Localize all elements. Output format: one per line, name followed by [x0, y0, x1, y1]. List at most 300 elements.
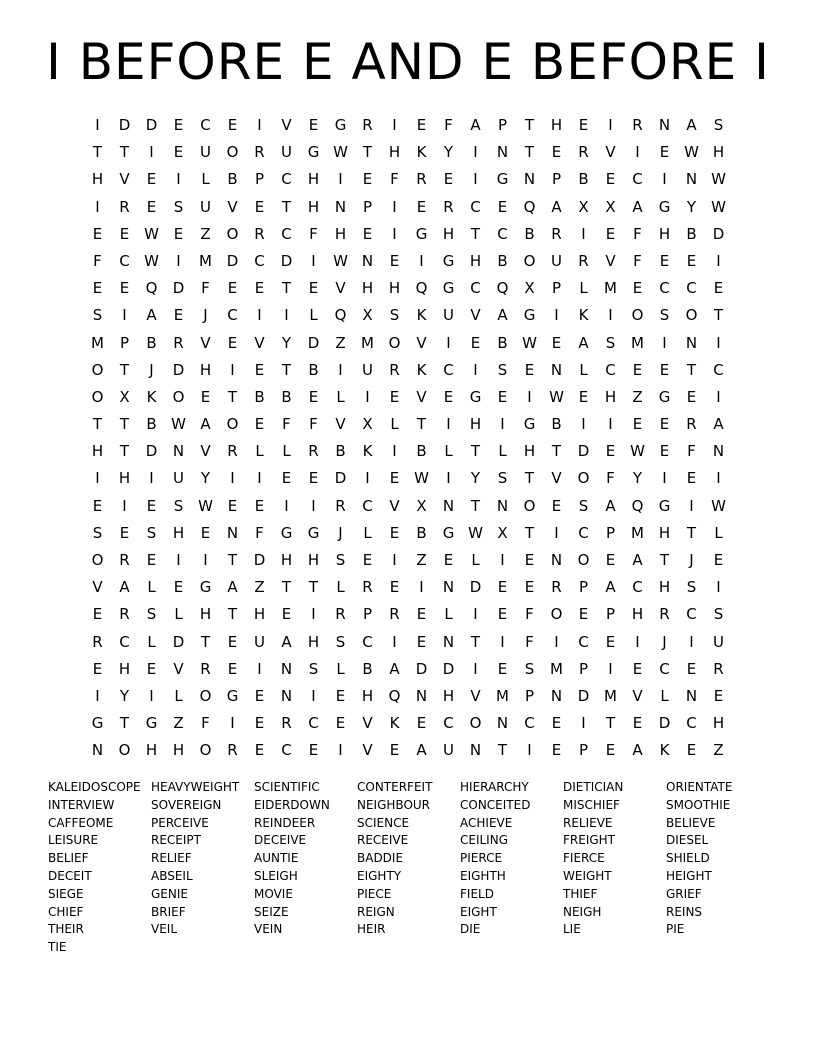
grid-letter[interactable]: I	[311, 605, 316, 624]
grid-letter[interactable]: V	[470, 306, 481, 325]
grid-letter[interactable]: B	[497, 251, 508, 270]
grid-letter[interactable]: S	[173, 197, 184, 216]
grid-letter[interactable]: C	[524, 714, 535, 733]
grid-letter[interactable]: C	[281, 741, 292, 760]
grid-letter[interactable]: E	[254, 360, 265, 379]
grid-letter[interactable]: E	[713, 551, 724, 569]
grid-letter[interactable]: E	[335, 686, 346, 705]
grid-letter[interactable]: J	[689, 551, 694, 569]
grid-letter[interactable]: E	[632, 415, 643, 434]
grid-letter[interactable]: I	[608, 415, 613, 434]
grid-letter[interactable]: E	[227, 116, 238, 134]
grid-letter[interactable]: C	[254, 251, 265, 270]
grid-letter[interactable]: C	[497, 224, 508, 243]
grid-letter[interactable]: D	[145, 442, 158, 461]
grid-letter[interactable]: J	[338, 523, 343, 542]
grid-letter[interactable]: T	[200, 632, 211, 651]
grid-letter[interactable]: C	[470, 197, 481, 216]
grid-letter[interactable]: E	[605, 632, 616, 651]
grid-letter[interactable]: O	[577, 469, 590, 488]
grid-letter[interactable]: I	[716, 387, 721, 406]
grid-letter[interactable]: A	[146, 306, 157, 325]
grid-letter[interactable]: X	[605, 197, 616, 216]
grid-letter[interactable]: E	[551, 741, 562, 760]
grid-letter[interactable]: I	[716, 469, 721, 488]
grid-letter[interactable]: G	[496, 170, 509, 189]
grid-letter[interactable]: O	[550, 605, 563, 624]
grid-letter[interactable]: W	[549, 387, 564, 406]
grid-letter[interactable]: I	[149, 686, 154, 705]
grid-letter[interactable]: U	[173, 469, 184, 488]
grid-letter[interactable]: C	[578, 523, 589, 542]
grid-letter[interactable]: H	[631, 605, 644, 624]
grid-letter[interactable]: Z	[713, 741, 724, 760]
grid-letter[interactable]: X	[578, 197, 589, 216]
grid-letter[interactable]: Q	[334, 306, 347, 325]
grid-letter[interactable]: L	[444, 442, 453, 461]
grid-letter[interactable]: W	[684, 143, 699, 162]
grid-letter[interactable]: I	[257, 306, 262, 325]
grid-letter[interactable]: H	[145, 741, 158, 760]
grid-letter[interactable]: T	[227, 387, 238, 406]
grid-letter[interactable]: S	[578, 496, 589, 515]
grid-letter[interactable]: I	[581, 224, 586, 243]
grid-letter[interactable]: I	[446, 415, 451, 434]
grid-letter[interactable]: E	[362, 551, 373, 569]
grid-letter[interactable]: H	[253, 605, 266, 624]
grid-letter[interactable]: N	[361, 251, 374, 270]
grid-letter[interactable]: E	[497, 387, 508, 406]
grid-letter[interactable]: R	[389, 605, 400, 624]
grid-letter[interactable]: A	[632, 197, 643, 216]
grid-letter[interactable]: S	[389, 306, 400, 325]
grid-letter[interactable]: E	[632, 360, 643, 379]
grid-letter[interactable]: W	[630, 442, 645, 461]
grid-letter[interactable]: X	[362, 306, 373, 325]
grid-letter[interactable]: N	[685, 170, 698, 189]
grid-letter[interactable]: J	[149, 360, 154, 379]
grid-letter[interactable]: R	[92, 632, 103, 651]
grid-letter[interactable]: V	[173, 659, 184, 678]
grid-letter[interactable]: G	[442, 251, 455, 270]
grid-letter[interactable]: I	[392, 224, 397, 243]
grid-letter[interactable]: E	[92, 605, 103, 624]
grid-letter[interactable]: Q	[415, 279, 428, 298]
grid-letter[interactable]: O	[199, 741, 212, 760]
grid-letter[interactable]: V	[254, 333, 265, 352]
grid-letter[interactable]: I	[608, 659, 613, 678]
grid-letter[interactable]: U	[200, 143, 211, 162]
grid-letter[interactable]: I	[554, 632, 559, 651]
grid-letter[interactable]: I	[311, 686, 316, 705]
grid-letter[interactable]: L	[282, 442, 291, 461]
grid-letter[interactable]: J	[662, 632, 667, 651]
grid-letter[interactable]: C	[686, 714, 697, 733]
grid-letter[interactable]: R	[686, 415, 697, 434]
grid-letter[interactable]: P	[578, 741, 589, 760]
grid-letter[interactable]: E	[308, 387, 319, 406]
grid-letter[interactable]: S	[686, 578, 697, 597]
grid-letter[interactable]: R	[254, 224, 265, 243]
grid-letter[interactable]: I	[500, 632, 505, 651]
grid-letter[interactable]: X	[524, 279, 535, 298]
grid-letter[interactable]: G	[658, 197, 671, 216]
grid-letter[interactable]: H	[442, 686, 455, 705]
grid-letter[interactable]: H	[604, 387, 617, 406]
grid-letter[interactable]: I	[662, 333, 667, 352]
grid-letter[interactable]: C	[362, 496, 373, 515]
grid-letter[interactable]: I	[95, 197, 100, 216]
grid-letter[interactable]: C	[281, 224, 292, 243]
grid-letter[interactable]: V	[389, 496, 400, 515]
grid-letter[interactable]: H	[550, 116, 563, 134]
grid-letter[interactable]: A	[119, 578, 130, 597]
grid-letter[interactable]: S	[605, 333, 616, 352]
grid-letter[interactable]: T	[281, 197, 292, 216]
grid-letter[interactable]: G	[145, 714, 158, 733]
grid-letter[interactable]: S	[92, 306, 103, 325]
grid-letter[interactable]: R	[578, 251, 589, 270]
grid-letter[interactable]: I	[716, 333, 721, 352]
grid-letter[interactable]: N	[442, 632, 455, 651]
grid-letter[interactable]: V	[200, 442, 211, 461]
grid-letter[interactable]: Y	[632, 469, 643, 488]
grid-letter[interactable]: H	[199, 360, 212, 379]
grid-letter[interactable]: R	[200, 659, 211, 678]
grid-letter[interactable]: V	[92, 578, 103, 597]
grid-letter[interactable]: Y	[470, 469, 481, 488]
grid-letter[interactable]: N	[91, 741, 104, 760]
grid-letter[interactable]: S	[335, 632, 346, 651]
grid-letter[interactable]: I	[581, 714, 586, 733]
grid-letter[interactable]: H	[307, 170, 320, 189]
grid-letter[interactable]: I	[635, 143, 640, 162]
grid-letter[interactable]: I	[554, 523, 559, 542]
grid-letter[interactable]: R	[551, 578, 562, 597]
grid-letter[interactable]: F	[201, 714, 210, 733]
grid-letter[interactable]: E	[686, 469, 697, 488]
grid-letter[interactable]: L	[201, 170, 210, 189]
grid-letter[interactable]: E	[92, 279, 103, 298]
grid-letter[interactable]: N	[496, 714, 509, 733]
grid-letter[interactable]: U	[200, 197, 211, 216]
grid-letter[interactable]: K	[146, 387, 157, 406]
grid-letter[interactable]: E	[227, 632, 238, 651]
grid-letter[interactable]: A	[200, 415, 211, 434]
grid-letter[interactable]: Y	[443, 143, 454, 162]
grid-letter[interactable]: T	[308, 578, 319, 597]
grid-letter[interactable]: H	[658, 523, 671, 542]
grid-letter[interactable]: E	[254, 197, 265, 216]
grid-letter[interactable]: R	[335, 605, 346, 624]
grid-letter[interactable]: I	[392, 632, 397, 651]
grid-letter[interactable]: F	[255, 523, 264, 542]
grid-letter[interactable]: G	[226, 686, 239, 705]
grid-letter[interactable]: A	[551, 197, 562, 216]
grid-letter[interactable]: V	[605, 251, 616, 270]
grid-letter[interactable]: L	[579, 279, 588, 298]
grid-letter[interactable]: E	[686, 251, 697, 270]
grid-letter[interactable]: E	[173, 578, 184, 597]
grid-letter[interactable]: O	[523, 496, 536, 515]
grid-letter[interactable]: H	[469, 415, 482, 434]
grid-letter[interactable]: R	[227, 442, 238, 461]
grid-letter[interactable]: T	[92, 143, 103, 162]
grid-letter[interactable]: N	[496, 143, 509, 162]
grid-letter[interactable]: R	[119, 605, 130, 624]
grid-letter[interactable]: T	[119, 442, 130, 461]
grid-letter[interactable]: N	[550, 360, 563, 379]
grid-letter[interactable]: E	[443, 170, 454, 189]
grid-letter[interactable]: E	[119, 523, 130, 542]
grid-letter[interactable]: F	[309, 415, 318, 434]
grid-letter[interactable]: S	[713, 605, 724, 624]
grid-letter[interactable]: T	[362, 143, 373, 162]
grid-letter[interactable]: F	[444, 116, 453, 134]
grid-letter[interactable]: E	[254, 741, 265, 760]
grid-letter[interactable]: S	[308, 659, 319, 678]
grid-letter[interactable]: O	[118, 741, 131, 760]
grid-letter[interactable]: V	[281, 116, 292, 134]
grid-letter[interactable]: E	[659, 415, 670, 434]
grid-letter[interactable]: W	[171, 415, 186, 434]
grid-letter[interactable]: E	[362, 170, 373, 189]
grid-letter[interactable]: N	[685, 686, 698, 705]
grid-letter[interactable]: Q	[496, 279, 509, 298]
grid-letter[interactable]: A	[605, 578, 616, 597]
grid-letter[interactable]: I	[95, 469, 100, 488]
grid-letter[interactable]: Z	[632, 387, 643, 406]
grid-letter[interactable]: R	[173, 333, 184, 352]
grid-letter[interactable]: D	[172, 360, 185, 379]
grid-letter[interactable]: I	[527, 387, 532, 406]
grid-letter[interactable]: H	[712, 143, 725, 162]
grid-letter[interactable]: M	[361, 333, 374, 352]
grid-letter[interactable]: H	[172, 523, 185, 542]
grid-letter[interactable]: I	[446, 469, 451, 488]
grid-letter[interactable]: O	[226, 224, 239, 243]
grid-letter[interactable]: N	[442, 496, 455, 515]
grid-letter[interactable]: E	[443, 551, 454, 569]
grid-letter[interactable]: O	[172, 387, 185, 406]
grid-letter[interactable]: P	[524, 686, 535, 705]
grid-letter[interactable]: O	[226, 415, 239, 434]
grid-letter[interactable]: H	[388, 279, 401, 298]
grid-letter[interactable]: F	[525, 632, 534, 651]
grid-letter[interactable]: D	[172, 632, 185, 651]
grid-letter[interactable]: O	[388, 333, 401, 352]
grid-letter[interactable]: O	[91, 360, 104, 379]
grid-letter[interactable]: E	[686, 659, 697, 678]
grid-letter[interactable]: M	[631, 523, 644, 542]
grid-letter[interactable]: T	[119, 415, 130, 434]
grid-letter[interactable]: F	[93, 251, 102, 270]
grid-letter[interactable]: E	[146, 659, 157, 678]
grid-letter[interactable]: N	[658, 116, 671, 134]
grid-letter[interactable]: E	[686, 387, 697, 406]
grid-letter[interactable]: E	[578, 387, 589, 406]
grid-letter[interactable]: L	[147, 632, 156, 651]
grid-letter[interactable]: W	[198, 496, 213, 515]
grid-letter[interactable]: N	[172, 442, 185, 461]
grid-letter[interactable]: L	[444, 605, 453, 624]
grid-letter[interactable]: B	[254, 387, 265, 406]
grid-letter[interactable]: E	[119, 224, 130, 243]
grid-letter[interactable]: C	[200, 116, 211, 134]
grid-letter[interactable]: E	[308, 116, 319, 134]
grid-letter[interactable]: K	[416, 143, 427, 162]
grid-letter[interactable]: R	[578, 143, 589, 162]
grid-letter[interactable]: C	[632, 578, 643, 597]
grid-letter[interactable]: I	[95, 686, 100, 705]
grid-letter[interactable]: W	[711, 170, 726, 189]
grid-letter[interactable]: T	[119, 714, 130, 733]
grid-letter[interactable]: L	[147, 578, 156, 597]
grid-letter[interactable]: E	[659, 360, 670, 379]
grid-letter[interactable]: G	[280, 523, 293, 542]
grid-letter[interactable]: E	[227, 279, 238, 298]
grid-letter[interactable]: O	[199, 686, 212, 705]
grid-letter[interactable]: E	[524, 551, 535, 569]
grid-letter[interactable]: E	[173, 306, 184, 325]
grid-letter[interactable]: B	[146, 415, 157, 434]
grid-letter[interactable]: I	[608, 306, 613, 325]
grid-letter[interactable]: H	[307, 551, 320, 569]
grid-letter[interactable]: P	[362, 605, 373, 624]
grid-letter[interactable]: D	[253, 551, 266, 569]
grid-letter[interactable]: A	[632, 551, 643, 569]
grid-letter[interactable]: X	[497, 523, 508, 542]
grid-letter[interactable]: G	[307, 143, 320, 162]
grid-letter[interactable]: R	[362, 116, 373, 134]
grid-letter[interactable]: L	[174, 686, 183, 705]
grid-letter[interactable]: C	[659, 659, 670, 678]
grid-letter[interactable]: P	[605, 605, 616, 624]
grid-letter[interactable]: N	[496, 496, 509, 515]
grid-letter[interactable]: A	[416, 741, 427, 760]
grid-letter[interactable]: D	[712, 224, 725, 243]
grid-letter[interactable]: E	[146, 170, 157, 189]
grid-letter[interactable]: E	[416, 632, 427, 651]
grid-letter[interactable]: W	[522, 333, 537, 352]
grid-letter[interactable]: V	[416, 387, 427, 406]
grid-letter[interactable]: H	[361, 686, 374, 705]
grid-letter[interactable]: S	[659, 306, 670, 325]
grid-letter[interactable]: V	[605, 143, 616, 162]
grid-letter[interactable]: E	[146, 197, 157, 216]
grid-letter[interactable]: T	[524, 116, 535, 134]
grid-letter[interactable]: C	[470, 279, 481, 298]
grid-letter[interactable]: K	[416, 306, 427, 325]
grid-letter[interactable]: D	[334, 469, 347, 488]
grid-letter[interactable]: B	[497, 333, 508, 352]
grid-letter[interactable]: R	[254, 143, 265, 162]
grid-letter[interactable]: E	[254, 714, 265, 733]
grid-letter[interactable]: O	[91, 387, 104, 406]
grid-letter[interactable]: E	[227, 659, 238, 678]
grid-letter[interactable]: T	[659, 551, 670, 569]
grid-letter[interactable]: I	[365, 469, 370, 488]
grid-letter[interactable]: T	[524, 469, 535, 488]
grid-letter[interactable]: E	[119, 279, 130, 298]
grid-letter[interactable]: F	[687, 442, 696, 461]
grid-letter[interactable]: E	[200, 523, 211, 542]
grid-letter[interactable]: I	[95, 116, 100, 134]
grid-letter[interactable]: E	[389, 741, 400, 760]
grid-letter[interactable]: T	[119, 360, 130, 379]
grid-letter[interactable]: C	[632, 170, 643, 189]
grid-letter[interactable]: A	[389, 659, 400, 678]
grid-letter[interactable]: R	[713, 659, 724, 678]
grid-letter[interactable]: C	[686, 279, 697, 298]
grid-letter[interactable]: I	[338, 741, 343, 760]
grid-letter[interactable]: R	[443, 197, 454, 216]
grid-letter[interactable]: D	[442, 659, 455, 678]
grid-letter[interactable]: I	[446, 333, 451, 352]
grid-letter[interactable]: C	[659, 279, 670, 298]
grid-letter[interactable]: I	[716, 251, 721, 270]
grid-letter[interactable]: D	[145, 116, 158, 134]
grid-letter[interactable]: O	[577, 551, 590, 569]
grid-letter[interactable]: O	[631, 306, 644, 325]
grid-letter[interactable]: R	[119, 551, 130, 569]
grid-letter[interactable]: B	[416, 442, 427, 461]
grid-letter[interactable]: C	[605, 360, 616, 379]
grid-letter[interactable]: K	[362, 442, 373, 461]
grid-letter[interactable]: H	[361, 279, 374, 298]
grid-letter[interactable]: B	[686, 224, 697, 243]
grid-letter[interactable]: I	[662, 170, 667, 189]
grid-letter[interactable]: E	[92, 659, 103, 678]
grid-letter[interactable]: A	[686, 116, 697, 134]
grid-letter[interactable]: T	[605, 714, 616, 733]
grid-letter[interactable]: E	[605, 224, 616, 243]
grid-letter[interactable]: P	[254, 170, 265, 189]
grid-letter[interactable]: E	[173, 143, 184, 162]
grid-letter[interactable]: R	[551, 224, 562, 243]
grid-letter[interactable]: D	[415, 659, 428, 678]
grid-letter[interactable]: V	[632, 686, 643, 705]
grid-letter[interactable]: N	[280, 686, 293, 705]
grid-letter[interactable]: L	[336, 659, 345, 678]
grid-letter[interactable]: D	[172, 279, 185, 298]
grid-letter[interactable]: I	[284, 306, 289, 325]
grid-letter[interactable]: T	[713, 306, 724, 325]
grid-letter[interactable]: E	[227, 333, 238, 352]
grid-letter[interactable]: H	[658, 224, 671, 243]
grid-letter[interactable]: H	[118, 469, 131, 488]
grid-letter[interactable]: U	[713, 632, 724, 651]
grid-letter[interactable]: H	[658, 578, 671, 597]
grid-letter[interactable]: T	[524, 143, 535, 162]
grid-letter[interactable]: I	[608, 116, 613, 134]
grid-letter[interactable]: O	[685, 306, 698, 325]
grid-letter[interactable]: I	[473, 170, 478, 189]
grid-letter[interactable]: E	[497, 659, 508, 678]
grid-letter[interactable]: E	[200, 387, 211, 406]
grid-letter[interactable]: U	[443, 306, 454, 325]
grid-letter[interactable]: E	[254, 496, 265, 515]
grid-letter[interactable]: E	[551, 496, 562, 515]
grid-letter[interactable]: G	[91, 714, 104, 733]
grid-letter[interactable]: E	[173, 224, 184, 243]
grid-letter[interactable]: L	[309, 306, 318, 325]
grid-letter[interactable]: B	[362, 659, 373, 678]
grid-letter[interactable]: N	[550, 686, 563, 705]
grid-letter[interactable]: F	[525, 605, 534, 624]
grid-letter[interactable]: T	[281, 578, 292, 597]
grid-letter[interactable]: B	[308, 360, 319, 379]
